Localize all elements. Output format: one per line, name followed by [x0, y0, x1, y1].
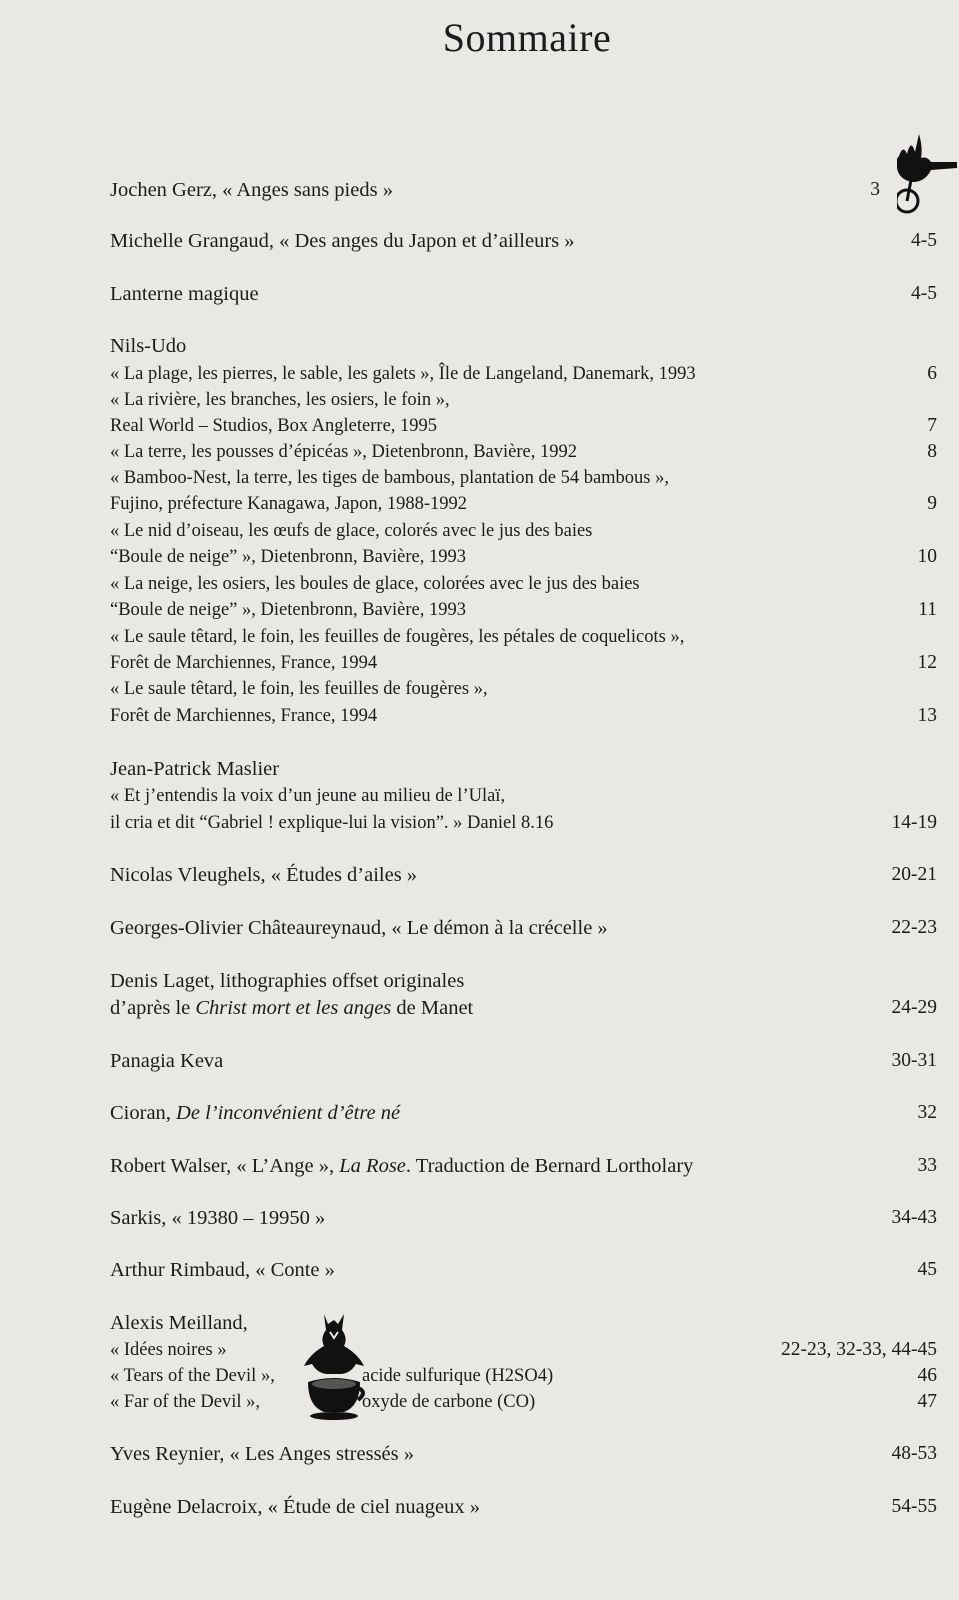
devil-wheel-icon — [897, 128, 957, 223]
table-of-contents-page: Sommaire Jochen Gerz, « Anges sans pieds » 3 Michelle Grangaud, « Des anges du Japon et d’ailleurs » 4-5 Lanterne magique 4-5 Nils-Udo « La plage, les pierres, le sable, les galets », Île de Langeland, Danemark, 1993 6 « La rivière, les branches, les osiers, le foin », Real World – Studios, Box Angleterre, 1995 7 « La terre, les pousses d’épicéas », Dietenbronn, Bavière, 1992 8 « Bamboo-Nest, la terre, les tiges de bambous, plantation de 54 bambous », Fujino, préfecture Kanagawa, Japon, 1988-1992 9 « Le nid d’oiseau, les œufs de glace, colorés avec le jus des baies “Boule de neige” », Dietenbronn, Bavière, 1993 10 « La neige, les osiers, les boules de glace, colorées avec le jus des baies “Boule de neige” », Dietenbronn, Bavière, 1993 11 « Le saule têtard, le foin, les feuilles de fougères, les pétales de coquelicots », Forêt de Marchiennes, France, 1994 12 « Le saule têtard, le foin, les feuilles de fougères », Forêt de Marchiennes, France, 1994 13 Jean-Patrick Maslier « Et j’entendis la voix d’un jeune au milieu de l’Ulaï, il cria et dit “Gabriel ! explique-lui la vision”. » Daniel 8.16 14-19 Nicolas Vleughels, « Études d’ailes » 20-21 Georges-Olivier Châteaureynaud, « Le démon à la crécelle » 22-23 Denis Laget, lithographies offset originales d’après le Christ mort et les anges de Manet 24-29 Panagia Keva 30-31 Cioran, De l’inconvénient d’être né 32 Robert Walser, « L’Ange », La Rose. Traduction de Bernard Lortholary 33 Sarkis, « 19380 – 19950 » 34-43 Arthur Rimbaud, « Conte » 45 Alexis Meilland, « Idées noires » 22-23, 32-33, 44-45 « Tears of the Devil », acide sulfurique (H2SO4) 46 « Far of the Devil », oxyde de carbone (CO) 47 Yves Reynier, « Les Anges stressés » 48-53 Eugène Delacroix, « Étude de ciel nuageux » 54-55 — [0, 0, 959, 1600]
devil-figure-icon — [300, 1308, 370, 1428]
page-title: Sommaire — [442, 15, 612, 60]
